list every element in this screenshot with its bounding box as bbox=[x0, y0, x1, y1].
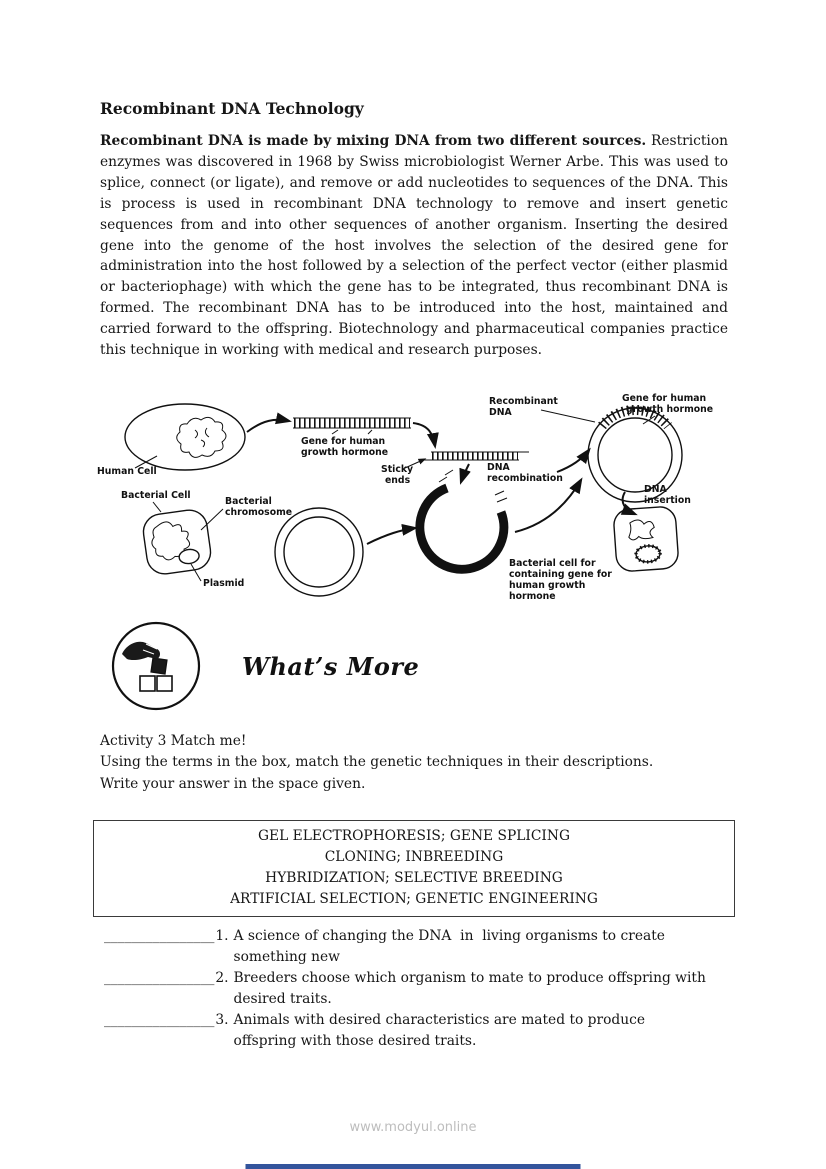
question-number: 2. bbox=[215, 970, 229, 986]
dna-recombination-diagram bbox=[95, 392, 745, 626]
term-box-line: CLONING; INBREEDING bbox=[324, 849, 504, 865]
question-list bbox=[104, 926, 711, 1052]
human-cell-shape bbox=[125, 404, 245, 470]
question-row bbox=[104, 968, 711, 1010]
footer-accent-bar bbox=[246, 1164, 581, 1169]
term-box-line: HYBRIDIZATION; SELECTIVE BREEDING bbox=[265, 870, 563, 886]
answer-blank-1[interactable]: ________________ bbox=[104, 928, 215, 944]
term-box-line: ARTIFICIAL SELECTION; GENETIC ENGINEERING bbox=[230, 891, 598, 907]
question-number: 3. bbox=[215, 1012, 229, 1028]
cut-plasmid-shape bbox=[420, 470, 507, 569]
page-title: Recombinant DNA Technology bbox=[100, 99, 364, 118]
answer-blank-3[interactable]: ________________ bbox=[104, 1012, 215, 1028]
activity-instruction-2: Write your answer in the space given. bbox=[100, 775, 366, 792]
question-text: A science of changing the DNA in living organisms to create something new bbox=[233, 928, 670, 965]
term-box bbox=[93, 820, 735, 917]
sticky-ends-label-1: Sticky bbox=[381, 464, 414, 475]
sticky-ends-fragment-shape bbox=[421, 452, 529, 460]
whats-more-section bbox=[110, 620, 419, 712]
final-cell-label-3: human growth bbox=[509, 580, 586, 591]
bacterial-cell-label: Bacterial Cell bbox=[121, 490, 191, 501]
bacterial-chromosome-label-2: chromosome bbox=[225, 507, 293, 518]
recombinant-plasmid-shape bbox=[588, 408, 682, 502]
dna-recombination-label-2: recombination bbox=[487, 473, 563, 484]
recombinant-dna-label-2: DNA bbox=[489, 407, 512, 418]
gene-right-label-2: growth hormone bbox=[626, 404, 714, 415]
intro-paragraph bbox=[100, 131, 728, 361]
question-text: Breeders choose which organism to mate to produce offspring with desired traits. bbox=[233, 970, 711, 1007]
intro-lead-sentence: Recombinant DNA is made by mixing DNA from two different sources. bbox=[100, 133, 647, 149]
plasmid-label: Plasmid bbox=[203, 578, 245, 589]
question-row bbox=[104, 1010, 708, 1052]
intro-body-text: Restriction enzymes was discovered in 1968 by Swiss microbiologist Werner Arbe. This was used to splice, connect (or ligate), and remove or add nucleotides to sequences of the DNA. This is process is used in recombinant DNA technology to remove and insert genetic sequences from and into other sequences of another organism. Inserting the desired gene into the genome of the host involves the selection of the desired gene for administration into the host followed by a selection of the perfect vector (either plasmid or bacteriophage) with which the gene has to be integrated, thus recombinant DNA is formed. The recombinant DNA has to be introduced into the host, maintained and carried forward to the offspring. Biotechnology and pharmaceutical companies practice this technique in working with medical and research purposes. bbox=[100, 133, 729, 359]
final-cell-label-4: hormone bbox=[509, 591, 556, 602]
final-cell-label-2: containing gene for bbox=[509, 569, 612, 580]
activity-section bbox=[100, 731, 730, 795]
term-box-line: GEL ELECTROPHORESIS; GENE SPLICING bbox=[258, 828, 570, 844]
sticky-ends-label-2: ends bbox=[385, 475, 411, 486]
bacterial-cell-shape bbox=[141, 508, 213, 576]
diagram-svg bbox=[95, 392, 745, 622]
dna-recombination-label-1: DNA bbox=[487, 462, 510, 473]
recombinant-dna-label-1: Recombinant bbox=[489, 396, 558, 407]
gene-left-label-2: growth hormone bbox=[301, 447, 389, 458]
question-number: 1. bbox=[215, 928, 229, 944]
gene-dna-strand-shape bbox=[293, 418, 411, 428]
gene-right-label-1: Gene for human bbox=[622, 393, 707, 404]
dna-insertion-label-2: insertion bbox=[644, 495, 691, 506]
activity-title: Activity 3 Match me! bbox=[100, 733, 247, 749]
final-cell-label-1: Bacterial cell for bbox=[509, 558, 596, 569]
gene-left-label-1: Gene for human bbox=[301, 436, 386, 447]
question-text: Animals with desired characteristics are mated to produce offspring with those desired traits. bbox=[233, 1012, 650, 1049]
enlarged-plasmid-shape bbox=[275, 508, 363, 596]
dna-insertion-label-1: DNA bbox=[644, 484, 667, 495]
activity-instruction-1: Using the terms in the box, match the genetic techniques in their descriptions. bbox=[100, 754, 654, 771]
host-bacterial-cell-shape bbox=[613, 506, 679, 572]
answer-blank-2[interactable]: ________________ bbox=[104, 970, 215, 986]
question-row bbox=[104, 926, 708, 968]
hand-blocks-icon bbox=[110, 620, 202, 712]
watermark: www.modyul.online bbox=[349, 1120, 477, 1135]
whats-more-heading: What’s More bbox=[242, 651, 420, 681]
human-cell-label: Human Cell bbox=[97, 466, 157, 477]
bacterial-chromosome-label-1: Bacterial bbox=[225, 496, 272, 507]
